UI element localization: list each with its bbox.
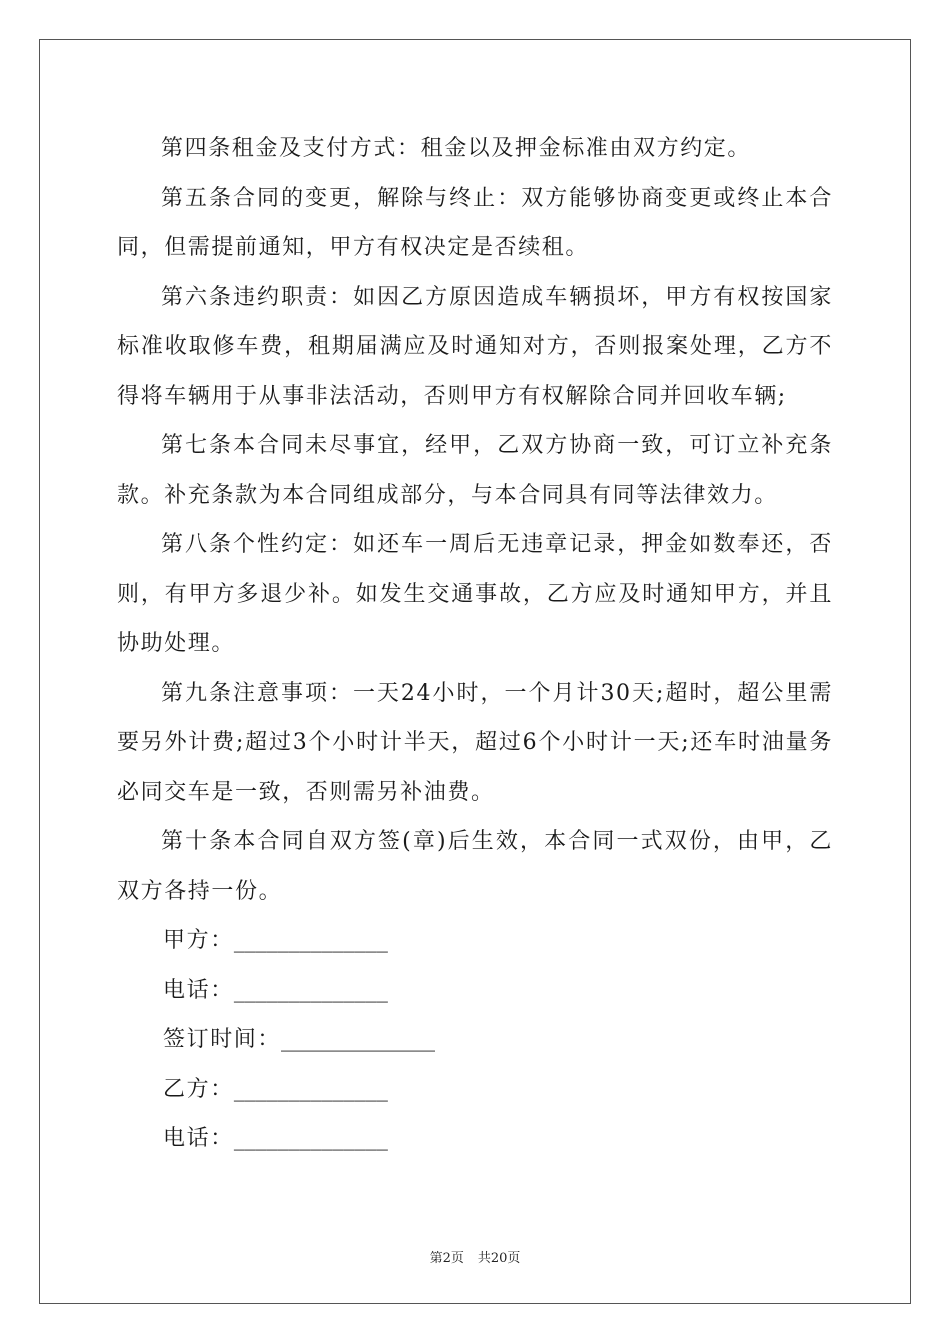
- page-footer: [0, 1247, 950, 1266]
- signature-blank: ______________: [233, 1076, 388, 1102]
- signature-blank: ______________: [233, 1126, 388, 1151]
- clause-7: 第七条本合同未尽事宜，经甲，乙双方协商一致，可订立补充条款。补充条款为本合同组成部分，与本合同具有同等法律效力。: [117, 433, 833, 508]
- signature-phone-a: [117, 966, 833, 1016]
- signature-party-a: [117, 916, 833, 966]
- clause-6: 第六条违约职责：如因乙方原因造成车辆损坏，甲方有权按国家标准收取修车费，租期届满应及时通知对方，否则报案处理，乙方不得将车辆用于从事非法活动，否则甲方有权解除合同并回收车辆;: [117, 284, 833, 409]
- clause-9: 第九条注意事项：一天24小时，一个月计30天;超时，超公里需要另外计费;超过3个小时计半天，超过6个小时计一天;还车时油量务必同交车是一致，否则需另补油费。: [117, 680, 833, 805]
- clause-4: 第四条租金及支付方式：租金以及押金标准由双方约定。: [161, 136, 752, 161]
- signature-label: 乙方：: [163, 1076, 234, 1102]
- signature-label: 电话：: [163, 1126, 234, 1151]
- signature-blank: ______________: [281, 1027, 436, 1052]
- clause-10: 第十条本合同自双方签(章)后生效，本合同一式双份，由甲，乙双方各持一份。: [117, 829, 833, 904]
- signature-label: 甲方：: [163, 928, 234, 953]
- clause-8: 第八条个性约定：如还车一周后无违章记录，押金如数奉还，否则，有甲方多退少补。如发生交通事故，乙方应及时通知甲方，并且协助处理。: [117, 532, 833, 656]
- document-body: [117, 124, 833, 1164]
- page-total: 共20页: [477, 1251, 521, 1266]
- clause-5: 第五条合同的变更，解除与终止：双方能够协商变更或终止本合同，但需提前通知，甲方有权决定是否续租。: [117, 185, 833, 260]
- signature-label: 电话：: [163, 977, 234, 1003]
- signature-blank: ______________: [233, 928, 388, 953]
- page-number: 第2页: [429, 1251, 464, 1266]
- signature-date: [117, 1015, 833, 1065]
- signature-phone-b: [117, 1114, 833, 1164]
- signature-party-b: [117, 1065, 833, 1115]
- signature-label: 签订时间：: [163, 1027, 282, 1052]
- signature-blank: ______________: [233, 977, 388, 1003]
